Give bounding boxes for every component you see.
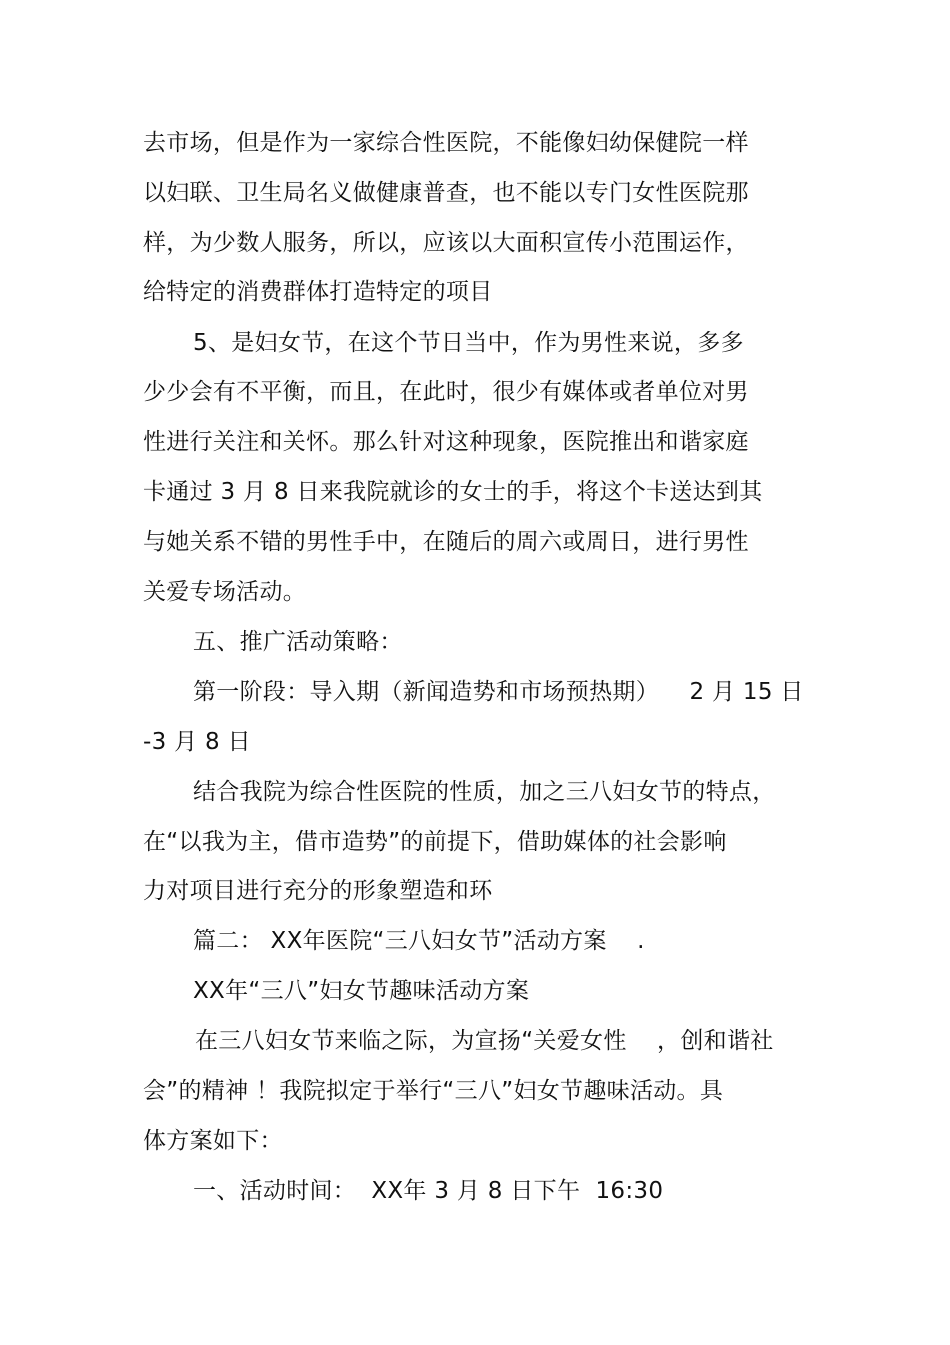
- text-line: 在三八妇女节来临之际，为宣扬“关爱女性 ，创和谐社: [195, 1028, 774, 1054]
- section-heading: 五、推广活动策略：: [193, 629, 403, 655]
- text-line: 5、是妇女节，在这个节日当中，作为男性来说，多多: [193, 330, 744, 356]
- text-line: 样，为少数人服务，所以，应该以大面积宣传小范围运作，: [143, 230, 749, 256]
- text-line: 卡通过 3 月 8 日来我院就诊的女士的手，将这个卡送达到其: [143, 479, 763, 505]
- text-line: 会”的精神 ！我院拟定于举行“三八”妇女节趣味活动。具: [143, 1078, 724, 1104]
- text-line: -3 月 8 日: [143, 729, 251, 755]
- document-title: XX年“三八”妇女节趣味活动方案: [193, 978, 530, 1004]
- text-line: 与她关系不错的男性手中，在随后的周六或周日，进行男性: [143, 529, 749, 555]
- text-line: 少少会有不平衡，而且，在此时，很少有媒体或者单位对男: [143, 379, 749, 405]
- text-line: 去市场，但是作为一家综合性医院，不能像妇幼保健院一样: [143, 130, 749, 156]
- text-line: 第一阶段：导入期（新闻造势和市场预热期） 2 月 15 日: [193, 679, 804, 705]
- section-heading: 一、活动时间： XX年 3 月 8 日下午 16:30: [193, 1178, 664, 1204]
- text-line: 性进行关注和关怀。那么针对这种现象，医院推出和谐家庭: [143, 429, 749, 455]
- text-line: 体方案如下：: [143, 1128, 283, 1154]
- section-heading: 篇二： XX年医院“三八妇女节”活动方案 .: [193, 928, 645, 954]
- text-line: 力对项目进行充分的形象塑造和环: [143, 878, 493, 904]
- text-line: 在“以我为主，借市造势”的前提下，借助媒体的社会影响: [143, 829, 727, 855]
- text-line: 关爱专场活动。: [143, 579, 307, 605]
- text-line: 以妇联、卫生局名义做健康普查，也不能以专门女性医院那: [143, 180, 749, 206]
- text-line: 给特定的消费群体打造特定的项目: [143, 279, 493, 305]
- text-line: 结合我院为综合性医院的性质，加之三八妇女节的特点，: [193, 779, 776, 805]
